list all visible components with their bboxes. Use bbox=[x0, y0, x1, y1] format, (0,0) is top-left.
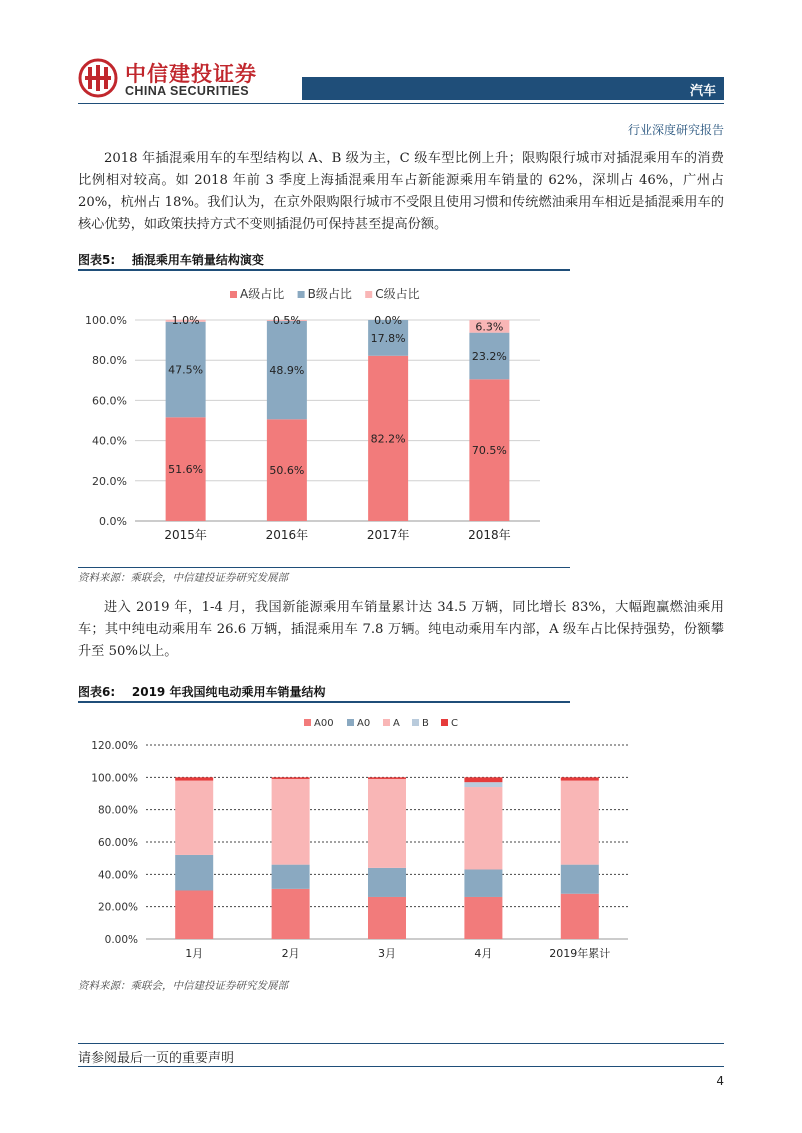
fig6-y-tick-label: 0.00% bbox=[104, 934, 138, 946]
fig6-bar-B-4月 bbox=[464, 782, 502, 787]
fig5-x-tick-label: 2018年 bbox=[468, 528, 511, 542]
fig5-legend-swatch bbox=[365, 291, 372, 298]
fig5-data-label: 51.6% bbox=[168, 463, 204, 477]
fig6-bar-A0-4月 bbox=[464, 869, 502, 896]
fig6-bar-A00-2019年累计 bbox=[561, 894, 599, 939]
fig5-data-label: 17.8% bbox=[370, 331, 406, 345]
fig6-x-tick-label: 4月 bbox=[474, 947, 493, 960]
fig5-data-label: 0.5% bbox=[272, 314, 301, 327]
fig6-legend-label: A00 bbox=[314, 718, 334, 729]
company-name-cn: 中信建投证券 bbox=[125, 62, 257, 86]
fig5-data-label: 23.2% bbox=[471, 349, 507, 363]
fig6-legend-swatch bbox=[412, 719, 419, 726]
figure6-label: 图表6: bbox=[78, 685, 116, 699]
fig6-y-tick-label: 120.00% bbox=[91, 740, 138, 752]
fig6-y-tick-label: 40.00% bbox=[97, 869, 138, 882]
fig6-legend-label: A0 bbox=[357, 718, 371, 729]
fig5-legend-label: A级占比 bbox=[240, 287, 285, 301]
sector-banner bbox=[302, 77, 724, 100]
fig6-legend-swatch bbox=[383, 719, 390, 726]
header-divider bbox=[78, 103, 724, 104]
fig5-data-label: 6.3% bbox=[475, 320, 504, 334]
fig5-legend-label: C级占比 bbox=[375, 287, 420, 301]
fig6-bar-A-1月 bbox=[175, 781, 213, 855]
fig6-x-tick-label: 2月 bbox=[281, 947, 300, 960]
fig5-data-label: 48.9% bbox=[269, 364, 305, 378]
fig5-y-tick-label: 80.0% bbox=[92, 354, 127, 368]
fig6-bar-A0-1月 bbox=[175, 855, 213, 891]
figure5-title bbox=[78, 251, 264, 268]
body-paragraph-2: 进入 2019 年，1-4 月，我国新能源乘用车销量累计达 34.5 万辆，同比增长 83%，大幅跑赢燃油乘用车；其中纯电动乘用车 26.6 万辆，插混乘用车 7.8 万辆。纯电动乘用车内部，A 级车占比保持强势，份额攀升至 50%以上。 bbox=[78, 600, 724, 659]
fig6-legend-swatch bbox=[441, 719, 448, 726]
fig6-y-tick-label: 80.00% bbox=[97, 804, 138, 817]
fig5-data-label: 70.5% bbox=[471, 444, 507, 458]
fig6-bar-A00-3月 bbox=[368, 897, 406, 939]
fig6-bar-C-4月 bbox=[464, 777, 502, 782]
fig6-bar-A-2月 bbox=[272, 779, 310, 865]
figure5-chart bbox=[78, 276, 570, 566]
fig6-x-tick-label: 3月 bbox=[378, 947, 396, 960]
figure5-source: 资料来源：乘联会，中信建投证券研究发展部 bbox=[78, 572, 288, 584]
footer-divider-bottom bbox=[78, 1066, 724, 1067]
fig6-legend-label: A bbox=[393, 718, 400, 729]
fig5-x-tick-label: 2017年 bbox=[366, 528, 410, 542]
fig6-bar-C-1月 bbox=[175, 777, 213, 780]
fig5-data-label: 82.2% bbox=[370, 432, 406, 446]
figure5-title-underline bbox=[78, 269, 570, 271]
company-name-en: CHINA SECURITIES bbox=[125, 84, 250, 98]
figure6-title bbox=[78, 683, 325, 700]
fig6-bar-A0-3月 bbox=[368, 868, 406, 897]
figure5-title-text: 插混乘用车销量结构演变 bbox=[131, 253, 264, 267]
fig6-legend-label: B bbox=[422, 718, 429, 729]
fig5-legend-label: B级占比 bbox=[307, 287, 352, 301]
fig5-data-label: 47.5% bbox=[168, 363, 204, 377]
fig5-data-label: 0.0% bbox=[374, 314, 403, 327]
fig6-bar-A00-4月 bbox=[464, 897, 502, 939]
fig5-y-tick-label: 20.0% bbox=[92, 474, 127, 488]
figure5-label: 图表5: bbox=[78, 253, 116, 267]
figure6-title-underline bbox=[78, 701, 570, 703]
fig6-bar-A-4月 bbox=[464, 787, 502, 869]
fig5-x-tick-label: 2016年 bbox=[265, 528, 309, 542]
fig5-y-tick-label: 100.0% bbox=[85, 314, 127, 327]
fig6-y-tick-label: 20.00% bbox=[97, 901, 138, 914]
fig6-legend-label: C bbox=[451, 718, 458, 729]
fig6-bar-C-3月 bbox=[368, 777, 406, 779]
figure6-source: 资料来源：乘联会，中信建投证券研究发展部 bbox=[78, 980, 288, 992]
footer-divider-top bbox=[78, 1043, 724, 1044]
fig6-y-tick-label: 60.00% bbox=[97, 837, 138, 849]
body-paragraph-1: 2018 年插混乘用车的车型结构以 A、B 级为主，C 级车型比例上升；限购限行城市对插混乘用车的消费比例相对较高。如 2018 年前 3 季度上海插混乘用车占新能源乘用车销量的 62%，深圳占 46%，广州占 20%，杭州占 18%。我们认为，在京外限购限行城市不受限且使用习惯和传统燃油乘用车相近是插混乘用车的核心优势，如政策扶持方式不变则插混仍可保持甚至提高份额。 bbox=[78, 151, 724, 232]
fig6-x-tick-label: 1月 bbox=[185, 947, 204, 960]
figure6-chart bbox=[78, 705, 656, 973]
fig6-bar-C-2019年累计 bbox=[561, 777, 599, 780]
fig6-bar-A00-2月 bbox=[272, 889, 310, 939]
fig6-bar-A-3月 bbox=[368, 779, 406, 868]
fig6-legend-swatch bbox=[304, 719, 311, 726]
fig5-y-tick-label: 40.0% bbox=[92, 434, 127, 448]
fig6-bar-A0-2019年累计 bbox=[561, 865, 599, 894]
fig6-bar-A-2019年累计 bbox=[561, 781, 599, 865]
figure6-title-text: 2019 年我国纯电动乘用车销量结构 bbox=[131, 685, 326, 699]
fig6-bar-A00-1月 bbox=[175, 891, 213, 940]
fig5-y-tick-label: 0.0% bbox=[99, 515, 127, 528]
report-type: 行业深度研究报告 bbox=[627, 123, 724, 137]
fig6-bar-A0-2月 bbox=[272, 865, 310, 889]
fig5-legend-swatch bbox=[298, 291, 305, 298]
fig6-legend-swatch bbox=[347, 719, 354, 726]
company-logo-icon bbox=[78, 58, 118, 98]
fig5-y-tick-label: 60.0% bbox=[92, 394, 127, 408]
page-number: 4 bbox=[716, 1074, 724, 1088]
fig6-x-tick-label: 2019年累计 bbox=[549, 947, 611, 960]
fig6-bar-C-2月 bbox=[272, 777, 310, 779]
fig5-legend-swatch bbox=[230, 291, 237, 298]
fig6-y-tick-label: 100.00% bbox=[91, 772, 138, 785]
fig5-x-tick-label: 2015年 bbox=[164, 528, 207, 542]
figure5-source-divider bbox=[78, 567, 570, 568]
fig5-data-label: 50.6% bbox=[269, 464, 305, 478]
sector-label: 汽车 bbox=[689, 84, 716, 99]
fig5-data-label: 1.0% bbox=[171, 313, 200, 327]
footer-disclaimer: 请参阅最后一页的重要声明 bbox=[78, 1051, 235, 1066]
